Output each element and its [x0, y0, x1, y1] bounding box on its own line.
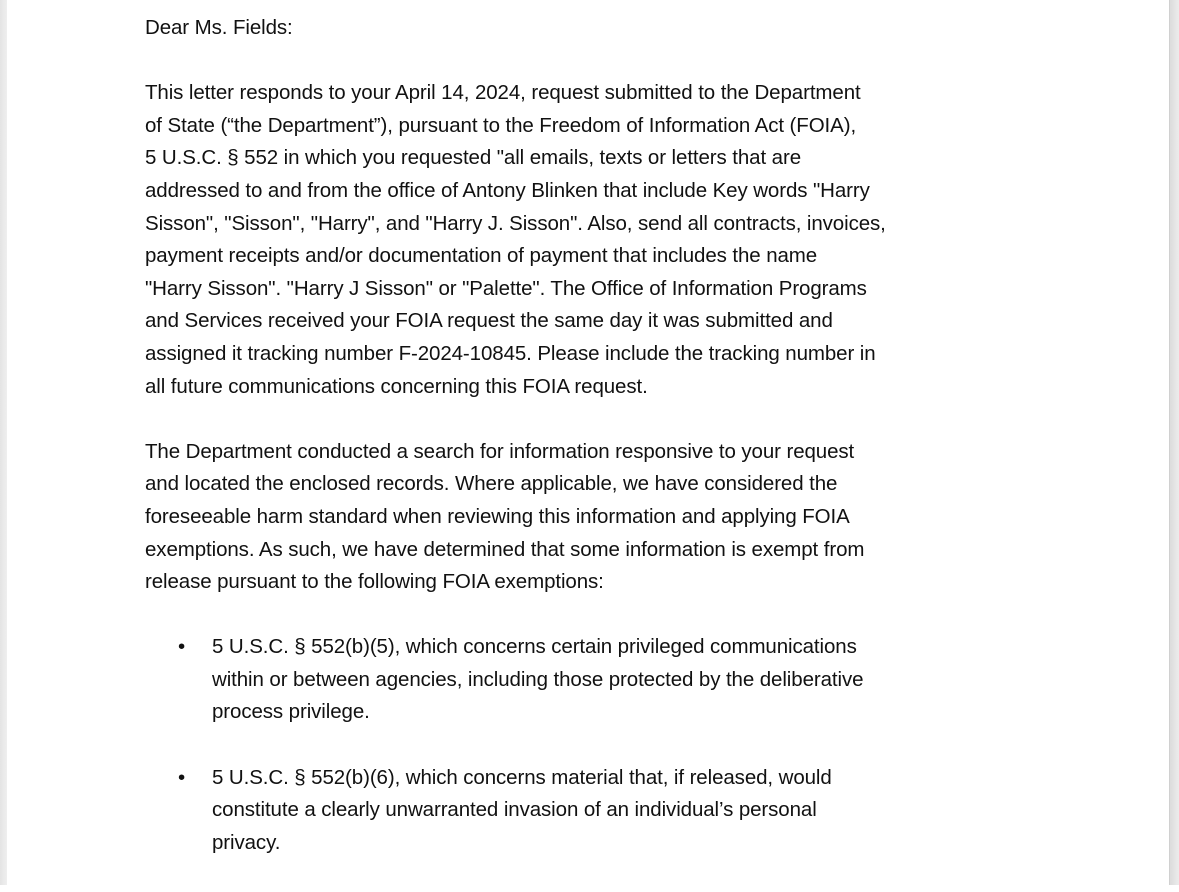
- text-line: of State (“the Department”), pursuant to the Freedom of Information Act (FOIA),: [145, 113, 857, 137]
- text-line: This letter responds to your April 14, 2024, request submitted to the Department: [145, 81, 861, 105]
- text-line: and located the enclosed records. Where applicable, we have considered the: [145, 472, 838, 496]
- text-line: Sisson", "Sisson", "Harry", and "Harry J. Sisson". Also, send all contracts, invoices,: [145, 211, 886, 235]
- paragraph-search: [145, 436, 1155, 599]
- letter-body: [145, 12, 1155, 892]
- text-line: addressed to and from the office of Antony Blinken that include Key words "Harry: [145, 178, 870, 202]
- text-line: foreseeable harm standard when reviewing this information and applying FOIA: [145, 504, 850, 528]
- text-line: The Department conducted a search for information responsive to your request: [145, 439, 855, 463]
- text-line: within or between agencies, including those protected by the deliberative: [212, 667, 864, 691]
- salutation: [145, 12, 1155, 45]
- bullet-icon: •: [178, 765, 186, 789]
- text-line: and Services received your FOIA request the same day it was submitted and: [145, 309, 833, 333]
- text-line: assigned it tracking number F-2024-10845. Please include the tracking number in: [145, 341, 876, 365]
- text-line: exemptions. As such, we have determined that some information is exempt from: [145, 537, 865, 561]
- text-line: payment receipts and/or documentation of payment that includes the name: [145, 244, 818, 268]
- text-line: release pursuant to the following FOIA exemptions:: [145, 570, 604, 594]
- text-line: 5 U.S.C. § 552(b)(6), which concerns material that, if released, would: [212, 765, 832, 789]
- text-line: privacy.: [212, 830, 281, 854]
- text-line: "Harry Sisson". "Harry J Sisson" or "Palette". The Office of Information Programs: [145, 276, 867, 300]
- page-edge-right: [1169, 0, 1179, 885]
- text-line: all future communications concerning this FOIA request.: [145, 374, 648, 398]
- text-line: constitute a clearly unwarranted invasion of an individual’s personal: [212, 798, 817, 822]
- text-line: process privilege.: [212, 700, 370, 724]
- text-line: 5 U.S.C. § 552 in which you requested "all emails, texts or letters that are: [145, 146, 801, 170]
- text-line: 5 U.S.C. § 552(b)(5), which concerns certain privileged communications: [212, 635, 857, 659]
- exemption-b6: [145, 762, 1155, 860]
- paragraph-request: [145, 77, 1155, 403]
- exemption-b5: [145, 631, 1155, 729]
- salutation-text: Dear Ms. Fields:: [145, 16, 293, 39]
- page-edge-left: [0, 0, 7, 885]
- bullet-icon: •: [178, 635, 186, 659]
